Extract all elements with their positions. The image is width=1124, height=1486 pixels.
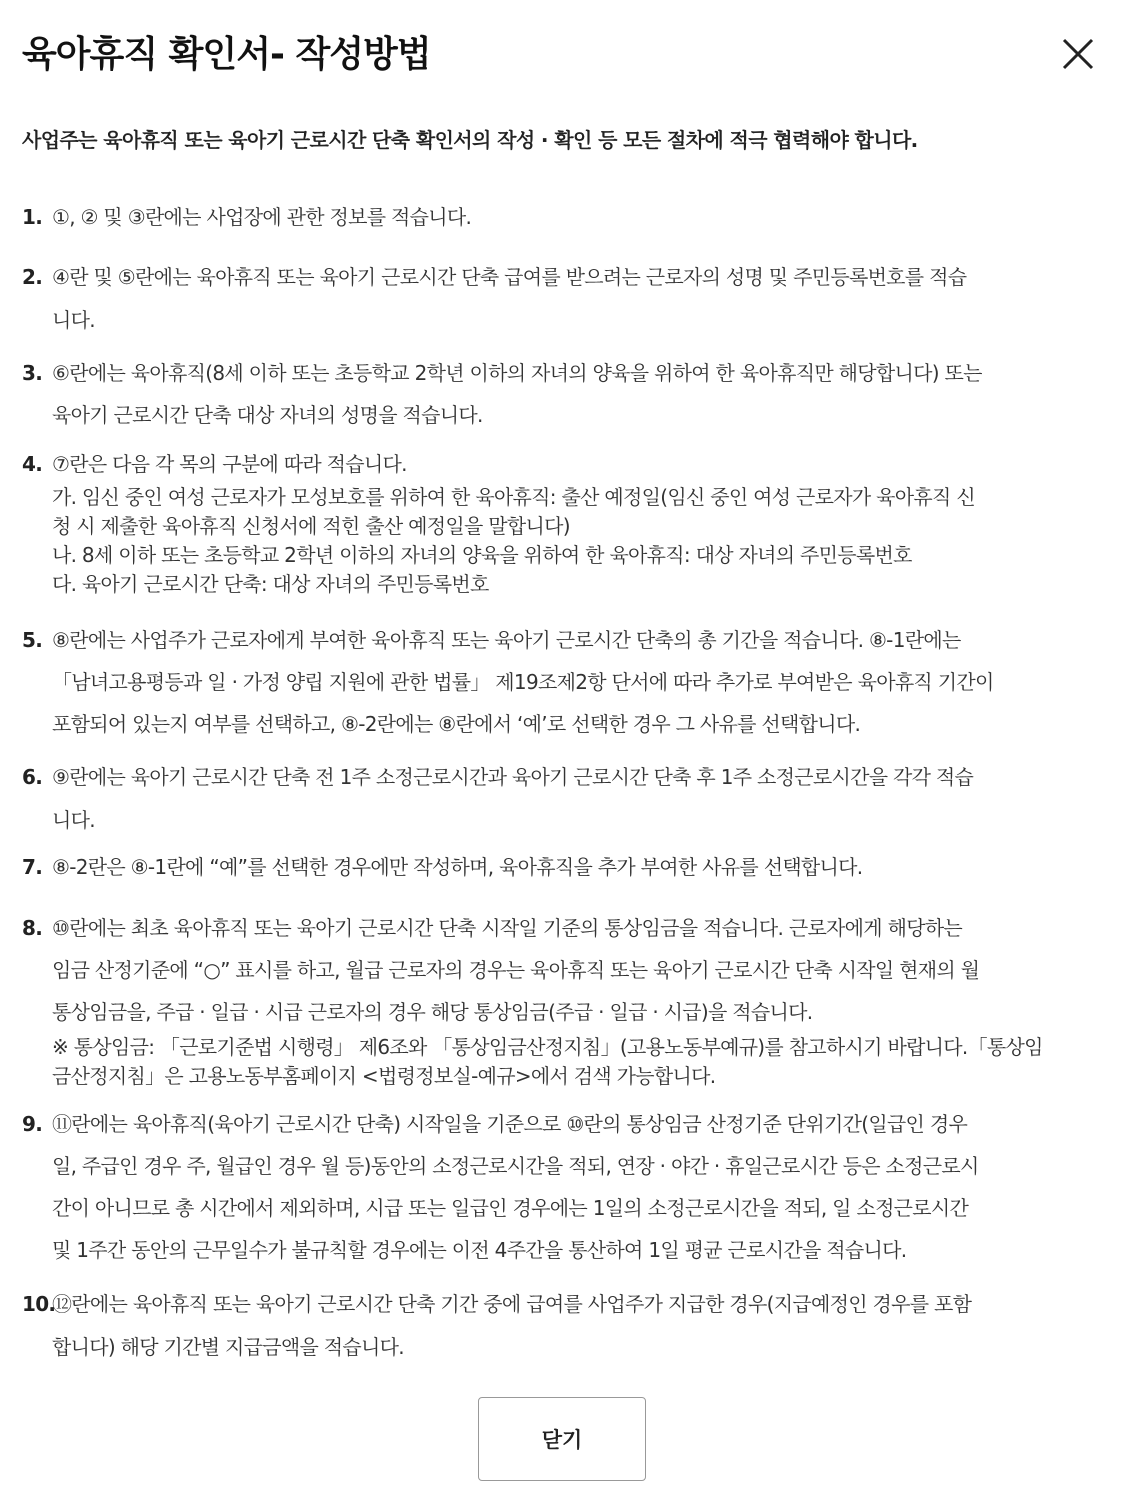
item-text-line: ④란 및 ⑤란에는 육아휴직 또는 육아기 근로시간 단축 급여를 받으려는 근로자의 성명 및 주민등록번호를 적습	[52, 265, 967, 289]
item-number: 7.	[22, 855, 43, 879]
list-item-1	[22, 202, 1104, 232]
item-text-line: ⑧-2란은 ⑧-1란에 “예”를 선택한 경우에만 작성하며, 육아휴직을 추가 부여한 사유를 선택합니다.	[52, 855, 863, 879]
item-number: 2.	[22, 265, 43, 289]
item-text-line: ⑦란은 다음 각 목의 구분에 따라 적습니다.	[52, 452, 407, 476]
item-text-line: ⑧란에는 사업주가 근로자에게 부여한 육아휴직 또는 육아기 근로시간 단축의 총 기간을 적습니다. ⑧-1란에는	[52, 628, 961, 652]
item-number: 3.	[22, 361, 43, 385]
list-item-2	[22, 256, 1104, 342]
list-item-8	[22, 907, 1104, 1091]
item-text-line: ⑪란에는 육아휴직(육아기 근로시간 단축) 시작일을 기준으로 ⑩란의 통상임금 산정기준 단위기간(일급인 경우	[52, 1112, 968, 1136]
item-number: 5.	[22, 628, 43, 652]
list-item-6	[22, 756, 1104, 842]
item-number: 4.	[22, 452, 43, 476]
dialog-title: 육아휴직 확인서- 작성방법	[22, 34, 431, 75]
item-text-line: 「남녀고용평등과 일 · 가정 양립 지원에 관한 법률」 제19조제2항 단서에 따라 추가로 부여받은 육아휴직 기간이	[52, 670, 994, 694]
list-item-3	[22, 352, 1104, 436]
close-icon[interactable]	[1058, 34, 1098, 74]
item-subline: 금산정지침」은 고용노동부홈페이지 <법령정보실-예규>에서 검색 가능합니다.	[52, 1064, 716, 1088]
item-text-line: 및 1주간 동안의 근무일수가 불규칙할 경우에는 이전 4주간을 통산하여 1일 평균 근로시간을 적습니다.	[52, 1238, 907, 1262]
item-text-line: ⑫란에는 육아휴직 또는 육아기 근로시간 단축 기간 중에 급여를 사업주가 지급한 경우(지급예정인 경우를 포함	[52, 1292, 972, 1316]
item-subline: 나. 8세 이하 또는 초등학교 2학년 이하의 자녀의 양육을 위하여 한 육아휴직: 대상 자녀의 주민등록번호	[52, 543, 912, 567]
item-text-line: ⑩란에는 최초 육아휴직 또는 육아기 근로시간 단축 시작일 기준의 통상임금을 적습니다. 근로자에게 해당하는	[52, 916, 963, 940]
item-text-line: ①, ② 및 ③란에는 사업장에 관한 정보를 적습니다.	[52, 205, 472, 229]
item-text-line: 육아기 근로시간 단축 대상 자녀의 성명을 적습니다.	[52, 403, 483, 427]
item-text-line: 니다.	[52, 308, 95, 332]
item-text-line: ⑨란에는 육아기 근로시간 단축 전 1주 소정근로시간과 육아기 근로시간 단축 후 1주 소정근로시간을 각각 적습	[52, 765, 974, 789]
item-number: 1.	[22, 205, 43, 229]
item-text-line: 통상임금을, 주급 · 일급 · 시급 근로자의 경우 해당 통상임금(주급 · 일급 · 시급)을 적습니다.	[52, 1000, 813, 1024]
item-number: 10.	[22, 1292, 56, 1316]
list-item-9	[22, 1103, 1104, 1271]
item-text-line: ⑥란에는 육아휴직(8세 이하 또는 초등학교 2학년 이하의 자녀의 양육을 위하여 한 육아휴직만 해당합니다) 또는	[52, 361, 982, 385]
close-button[interactable]: 닫기	[478, 1397, 646, 1481]
item-text-line: 임금 산정기준에 “○” 표시를 하고, 월급 근로자의 경우는 육아휴직 또는 육아기 근로시간 단축 시작일 현재의 월	[52, 958, 980, 982]
item-text-line: 합니다) 해당 기간별 지급금액을 적습니다.	[52, 1335, 404, 1359]
list-item-10	[22, 1283, 1104, 1369]
item-text-line: 포함되어 있는지 여부를 선택하고, ⑧-2란에는 ⑧란에서 ‘예’로 선택한 경우 그 사유를 선택합니다.	[52, 712, 861, 736]
item-subline: 가. 임신 중인 여성 근로자가 모성보호를 위하여 한 육아휴직: 출산 예정일(임신 중인 여성 근로자가 육아휴직 신	[52, 485, 975, 509]
item-text-line: 간이 아니므로 총 시간에서 제외하며, 시급 또는 일급인 경우에는 1일의 소정근로시간을 적되, 일 소정근로시간	[52, 1196, 969, 1220]
item-text-line: 일, 주급인 경우 주, 월급인 경우 월 등)동안의 소정근로시간을 적되, 연장 · 야간 · 휴일근로시간 등은 소정근로시	[52, 1154, 979, 1178]
item-subline: 다. 육아기 근로시간 단축: 대상 자녀의 주민등록번호	[52, 572, 489, 596]
list-item-4	[22, 449, 1104, 599]
intro-text: 사업주는 육아휴직 또는 육아기 근로시간 단축 확인서의 작성 · 확인 등 모든 절차에 적극 협력해야 합니다.	[22, 128, 918, 152]
item-number: 9.	[22, 1112, 43, 1136]
item-text-line: 니다.	[52, 808, 95, 832]
item-number: 8.	[22, 916, 43, 940]
item-subline: 청 시 제출한 육아휴직 신청서에 적힌 출산 예정일을 말합니다)	[52, 514, 570, 538]
list-item-5	[22, 619, 1104, 745]
item-subline: ※ 통상임금: 「근로기준법 시행령」 제6조와 「통상임금산정지침」(고용노동부예규)를 참고하시기 바랍니다.「통상임	[52, 1035, 1043, 1059]
item-number: 6.	[22, 765, 43, 789]
list-item-7	[22, 852, 1104, 882]
